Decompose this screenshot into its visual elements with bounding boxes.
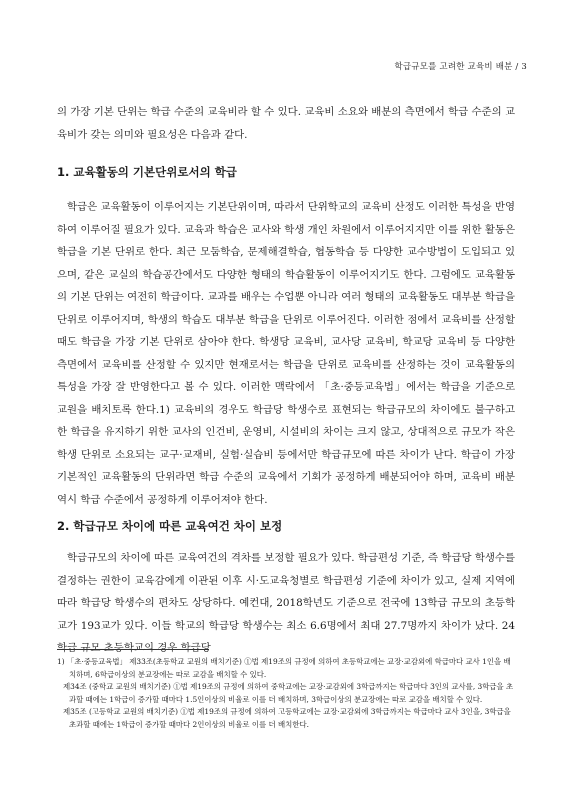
footnote-1: 1) 「초·중등교육법」 제33조(초등학교 교원의 배치기준) ①법 제19조의 규정에 의하여 초등학교에는 교장·교감외에 학급마다 교사 1인을 배치하며, 6학급이상의 분교장에는 따로 교감을 배치할 수 있다. (57, 657, 511, 679)
running-header: 학급규모를 고려한 교육비 배분 / 3 (394, 62, 527, 72)
section-heading-2: 2. 학급규모 차이에 따른 교육여건 차이 보정 (57, 519, 283, 533)
section-heading-1: 1. 교육활동의 기본단위로서의 학급 (57, 165, 237, 179)
footnote-1-article-34: 제34조 (중학교 교원의 배치기준) ①법 제19조의 규정에 의하여 중학교에는 교장·교감외에 3학급까지는 학급마다 3인의 교사를, 3학급을 초과할 때에는 1학급이 증가할 때마다 1.5인이상의 비율로 이를 더 배치하며, 3학급이상의 분교장에는 따로 교감을 배치할 수 있다. (63, 682, 514, 704)
footnote-divider (57, 649, 209, 650)
footnotes (57, 656, 517, 732)
intro-paragraph: 의 가장 기본 단위는 학급 수준의 교육비라 할 수 있다. 교육비 소요와 배분의 측면에서 학급 수준의 교육비가 갖는 의미와 필요성은 다음과 같다. (57, 106, 515, 141)
footnote-1-article-35: 제35조 (고등학교 교원의 배치기준) ①법 제19조의 규정에 의하여 고등학교에는 교장·교감외에 3학급까지는 학급마다 교사 3인을, 3학급을 초과할 때에는 1학급이 증가할 때마다 2인이상의 비율로 이를 더 배치한다. (63, 707, 511, 729)
section-2-paragraph: 학급규모의 차이에 따른 교육여건의 격차를 보정할 필요가 있다. 학급편성 기준, 즉 학급당 학생수를 결정하는 권한이 교육감에게 이관된 이후 시·도교육청별로 학급편성 기준에 차이가 있고, 실제 지역에 따라 학급당 학생수의 편차도 상당하다. 예컨대, 2018학년도 기준으로 전국에 13학급 규모의 초등학교가 193교가 있다. 이들 학교의 학급당 학생수는 최소 6.6명에서 최대 27.7명까지 차이가 났다. 24학급 규모 초등학교의 경우 학급당 (57, 552, 515, 654)
section-1-paragraph: 학급은 교육활동이 이루어지는 기본단위이며, 따라서 단위학교의 교육비 산정도 이러한 특성을 반영하여 이루어질 필요가 있다. 교육과 학습은 교사와 학생 개인 차원에서 이루어지지만 이를 위한 활동은 학급을 기본 단위로 한다. 최근 모둠학습, 문제해결학습, 협동학습 등 다양한 교수방법이 도입되고 있으며, 같은 교실의 학습공간에서도 다양한 형태의 학습활동이 이루어지기도 한다. 그럼에도 교육활동의 기본 단위는 여전히 학급이다. 교과를 배우는 수업뿐 아니라 여러 형태의 교육활동도 대부분 학급을 단위로 이루어지며, 학생의 학습도 대부분 학급을 단위로 이루어진다. 이러한 점에서 교육비를 산정할 때도 학급을 가장 기본 단위로 삼아야 한다. 학생당 교육비, 교사당 교육비, 학교당 교육비 등 다양한 측면에서 교육비를 산정할 수 있지만 현재로서는 학급을 단위로 교육비를 산정하는 것이 교육활동의 특성을 가장 잘 반영한다고 볼 수 있다. 이러한 맥락에서 「초·중등교육법」에서는 학급을 기준으로 교원을 배치토록 한다.1) 교육비의 경우도 학급당 학생수로 표현되는 학급규모의 차이에도 불구하고 한 학급을 유지하기 위한 교사의 인건비, 운영비, 시설비의 차이는 크지 않고, 상대적으로 규모가 작은 학생 단위로 소요되는 교구·교재비, 실험·실습비 등에서만 학급규모에 따른 차이가 난다. 학급이 가장 기본적인 교육활동의 단위라면 학급 수준의 교육에서 기회가 공정하게 배분되어야 하며, 교육비 배분 역시 학급 수준에서 공정하게 이루어져야 한다. (57, 201, 515, 506)
